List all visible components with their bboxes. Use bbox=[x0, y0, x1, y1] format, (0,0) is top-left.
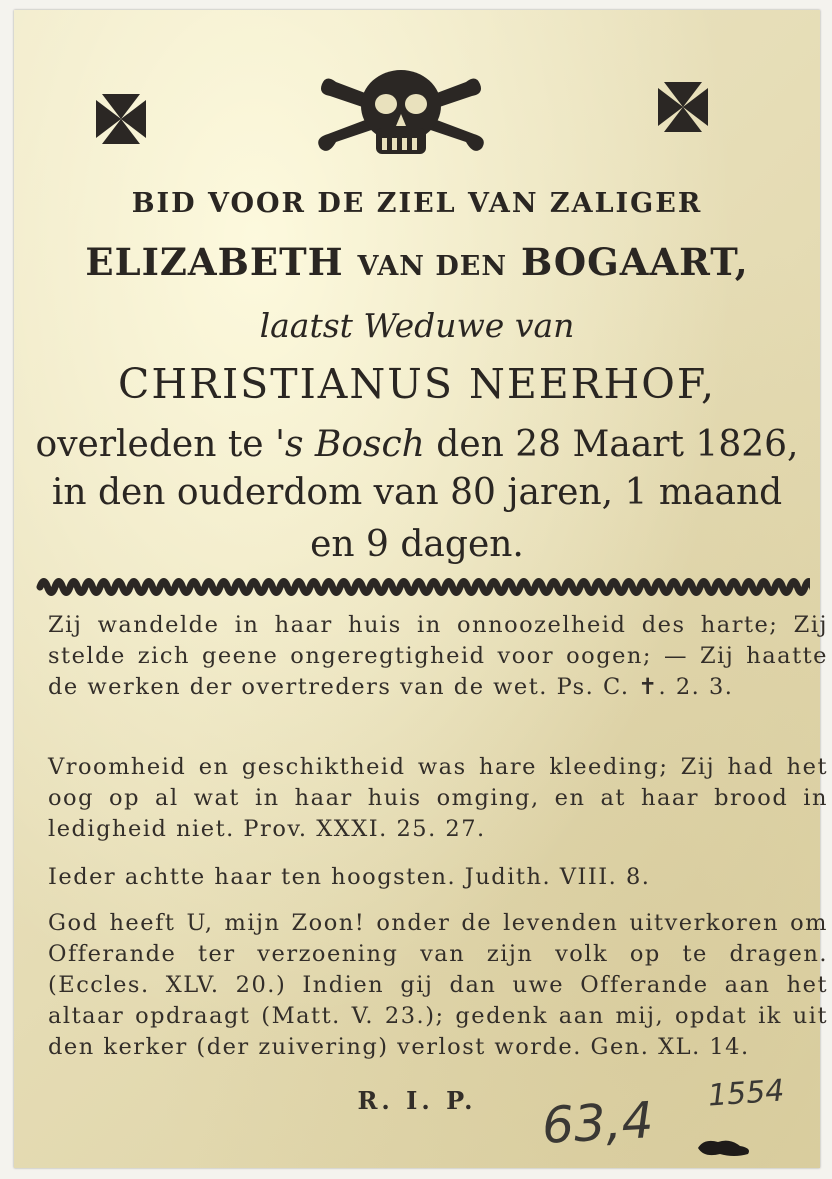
ink-blot bbox=[694, 1136, 754, 1158]
husband-name: CHRISTIANUS NEERHOF, bbox=[117, 360, 717, 408]
wave-divider bbox=[36, 572, 810, 602]
name-last: BOGAART, bbox=[520, 240, 749, 284]
death-line bbox=[14, 424, 820, 465]
heading: BID VOOR DE ZIEL VAN ZALIGER bbox=[131, 188, 703, 219]
handwritten-number-2: 1554 bbox=[706, 1073, 786, 1114]
age-line: in den ouderdom van 80 jaren, 1 maand bbox=[51, 472, 783, 513]
age-line-2: en 9 dagen. bbox=[310, 524, 524, 565]
verse-psalm: Zij wandelde in haar huis in onnoozelheid des harte; Zij stelde zich geene ongeregtigheid voor oogen; — Zij haatte de werken der overtreders van de wet. Ps. C. ✝. 2. 3. bbox=[48, 612, 828, 700]
handwritten-number-1: 63,4 bbox=[540, 1091, 655, 1155]
relation-line: laatst Weduwe van bbox=[259, 306, 575, 345]
death-place: 's Bosch bbox=[275, 424, 425, 465]
deceased-name bbox=[14, 240, 820, 284]
verse-ecclesiasticus: God heeft U, mijn Zoon! onder de levenden uitverkoren om Offerande ter verzoening van zijn volk op te dragen. (Eccles. XLV. 20.) Indien gij dan uwe Offerande aan het altaar opdraagt (Matt. V. 23.); gedenk aan mij, opdat ik uit den kerker (der zuivering) verlost worde. Gen. XL. 14. bbox=[48, 910, 828, 1060]
verse-judith: Ieder achtte haar ten hoogsten. Judith. VIII. 8. bbox=[48, 864, 651, 890]
verse-proverbs: Vroomheid en geschiktheid was hare kleeding; Zij had het oog op al wat in haar huis omging, en at haar brood in ledigheid niet. Prov. XXXI. 25. 27. bbox=[48, 754, 828, 842]
name-first: ELIZABETH bbox=[85, 240, 344, 284]
name-middle: VAN DEN bbox=[357, 251, 508, 282]
maltese-cross-left-icon bbox=[88, 86, 154, 152]
rip-closing: R. I. P. bbox=[357, 1086, 477, 1115]
memorial-card bbox=[14, 10, 828, 1168]
death-date: den 28 Maart 1826, bbox=[424, 424, 799, 465]
skull-crossbones-icon bbox=[316, 64, 486, 166]
maltese-cross-right-icon bbox=[650, 74, 716, 140]
death-prefix: overleden te bbox=[35, 424, 276, 465]
